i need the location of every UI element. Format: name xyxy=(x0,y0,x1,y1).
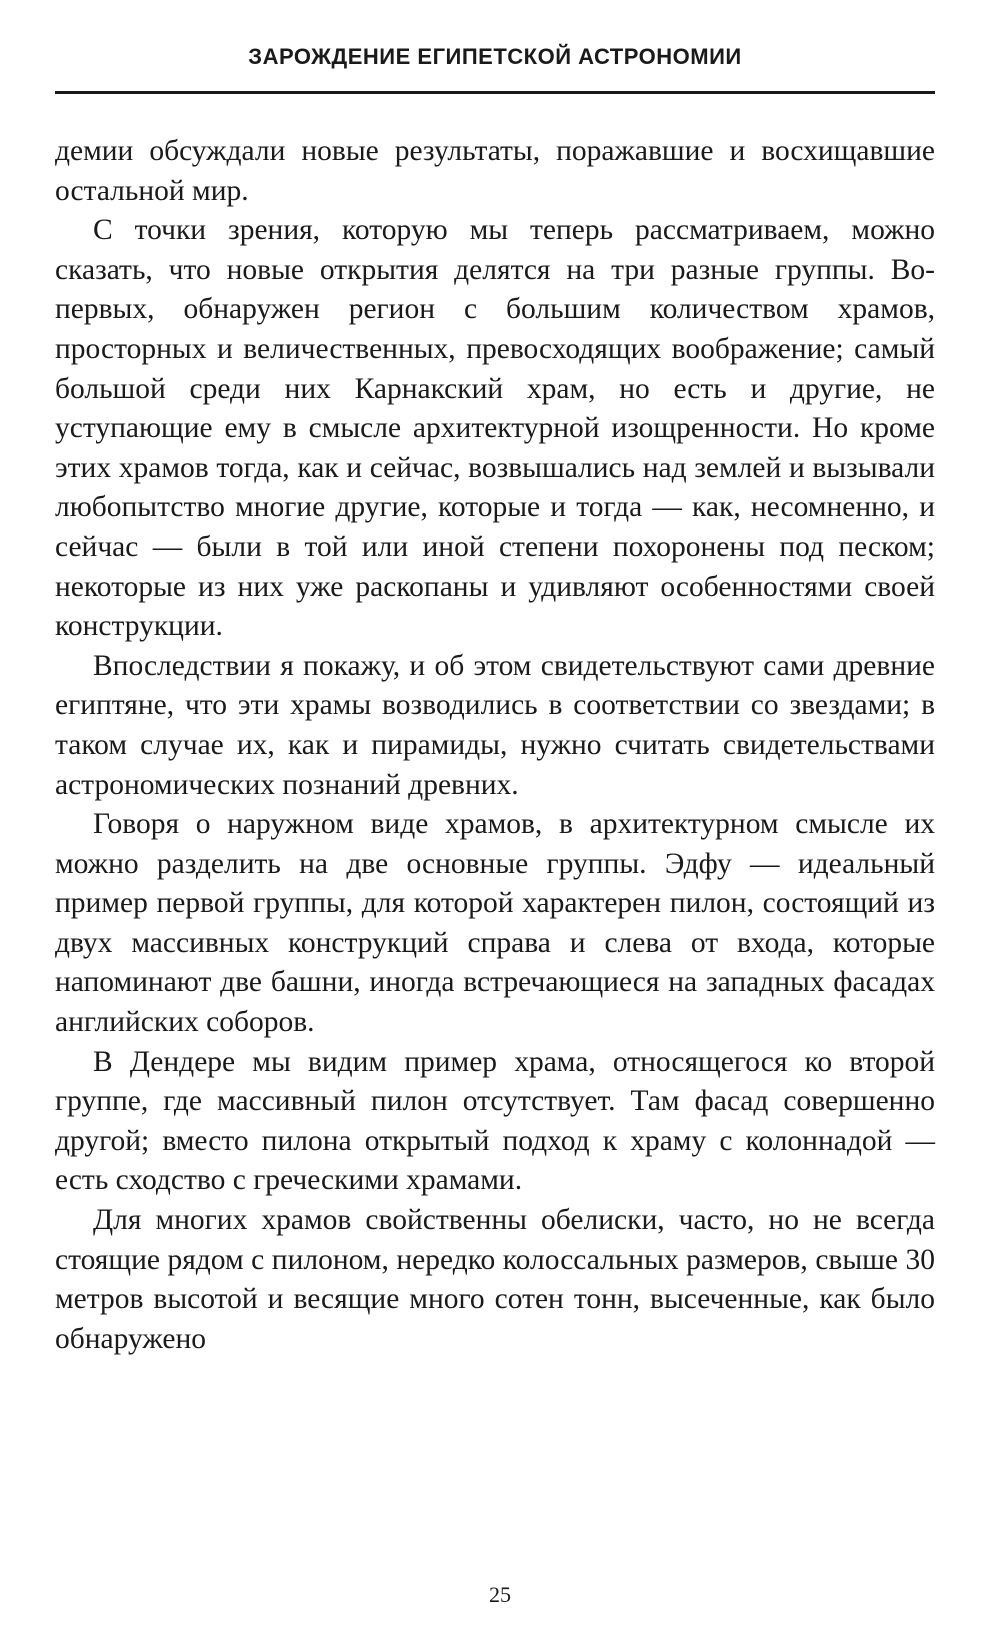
paragraph-1: демии обсуждали новые результаты, поражавшие и восхищавшие остальной мир. xyxy=(55,135,935,207)
paragraph-3: Впоследствии я покажу, и об этом свидетельствуют сами древние египтяне, что эти храмы возводились в соответствии со звездами; в таком случае их, как и пирамиды, нужно считать свидетельствами астрономических познаний древних. xyxy=(55,649,935,801)
paragraph-6: Для многих храмов свойственны обелиски, часто, но не всегда стоящие рядом с пилоном, нередко колоссальных размеров, свыше 30 метров высотой и весящие много сотен тонн, высеченные, как было обнаружено xyxy=(55,1204,935,1355)
running-title: ЗАРОЖДЕНИЕ ЕГИПЕТСКОЙ АСТРОНОМИИ xyxy=(248,44,742,69)
paragraph-5: В Дендере мы видим пример храма, относящегося ко второй группе, где массивный пилон отсутствует. Там фасад совершенно другой; вместо пилона открытый подход к храму с колоннадой — есть сходство с греческими храмами. xyxy=(55,1045,935,1197)
body-text xyxy=(55,132,935,1359)
header-rule xyxy=(55,91,935,94)
paragraph-2: С точки зрения, которую мы теперь рассматриваем, можно сказать, что новые открытия делятся на три разные группы. Во-первых, обнаружен регион с большим количеством храмов, просторных и величественных, превосходящих воображение; самый большой среди них Карнакский храм, но есть и другие, не уступающие ему в смысле архитектурной изощренности. Но кроме этих храмов тогда, как и сейчас, возвышались над землей и вызывали любопытство многие другие, которые и тогда — как, несомненно, и сейчас — были в той или иной степени похоронены под песком; некоторые из них уже раскопаны и удивляют особенностями своей конструкции. xyxy=(55,214,935,643)
page-number: 25 xyxy=(489,1582,511,1607)
paragraph-4: Говоря о наружном виде храмов, в архитектурном смысле их можно разделить на две основные группы. Эдфу — идеальный пример первой группы, для которой характерен пилон, состоящий из двух массивных конструкций справа и слева от входа, которые напоминают две башни, иногда встречающиеся на западных фасадах английских соборов. xyxy=(55,808,935,1039)
